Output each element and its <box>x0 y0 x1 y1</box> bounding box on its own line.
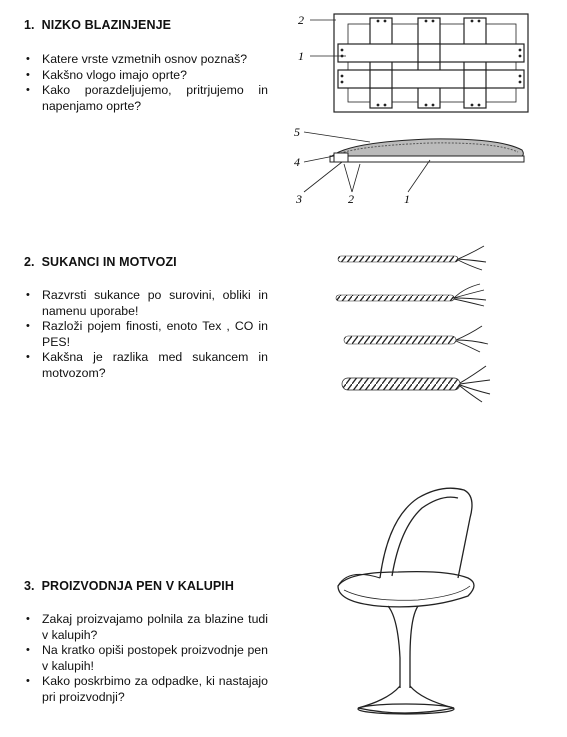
label-1-top: 1 <box>298 49 304 63</box>
section-2-title: SUKANCI IN MOTVOZI <box>41 255 177 269</box>
section-2-heading <box>24 255 177 269</box>
tulip-chair-figure <box>318 478 498 728</box>
label-5: 5 <box>294 125 300 139</box>
list-item: • Kako porazdeljujemo, pritrjujemo in napenjamo oprte? <box>24 83 268 114</box>
vertical-strap <box>370 18 392 108</box>
label-2-top: 2 <box>298 13 304 27</box>
list-item: • Na kratko opiši postopek proizvodnje pen v kalupih! <box>24 643 268 674</box>
label-4: 4 <box>294 155 300 169</box>
section-1-number: 1. <box>24 18 35 32</box>
section-2-number: 2. <box>24 255 35 269</box>
list-item: • Razloži pojem finosti, enoto Tex , CO in PES! <box>24 319 268 350</box>
section-3-title: PROIZVODNJA PEN V KALUPIH <box>41 579 234 593</box>
vertical-strap <box>418 18 440 108</box>
section-1-title: NIZKO BLAZINJENJE <box>41 18 172 32</box>
list-item: • Razvrsti sukance po surovini, obliki in namenu uporabe! <box>24 288 268 319</box>
chair-seat <box>338 572 474 607</box>
label-2-section: 2 <box>348 192 354 206</box>
section-1-heading <box>24 18 171 32</box>
webbing-frame-figure <box>290 8 540 208</box>
list-item: • Kako poskrbimo za odpadke, ki nastajajo pri proizvodnji? <box>24 674 268 705</box>
horizontal-strap <box>338 70 524 88</box>
section-2-questions <box>24 288 268 382</box>
vertical-strap <box>464 18 486 108</box>
section-1-questions <box>24 52 268 114</box>
twisted-threads-figure <box>334 240 504 410</box>
section-3-heading <box>24 579 234 593</box>
list-item: • Kakšno vlogo imajo oprte? <box>24 68 268 84</box>
thread-2 <box>336 284 486 306</box>
thread-3 <box>344 326 488 352</box>
chair-stem <box>388 606 418 688</box>
thread-4 <box>342 366 490 402</box>
list-item: • Zakaj proizvajamo polnila za blazine tudi v kalupih? <box>24 612 268 643</box>
section-3-number: 3. <box>24 579 35 593</box>
label-1-section: 1 <box>404 192 410 206</box>
chair-base <box>358 686 454 713</box>
list-item: • Katere vrste vzmetnih osnov poznaš? <box>24 52 268 68</box>
section-3-questions <box>24 612 268 706</box>
frame-section <box>330 156 524 162</box>
list-item: • Kakšna je razlika med sukancem in motvozom? <box>24 350 268 381</box>
label-3: 3 <box>296 192 302 206</box>
thread-1 <box>338 246 486 270</box>
